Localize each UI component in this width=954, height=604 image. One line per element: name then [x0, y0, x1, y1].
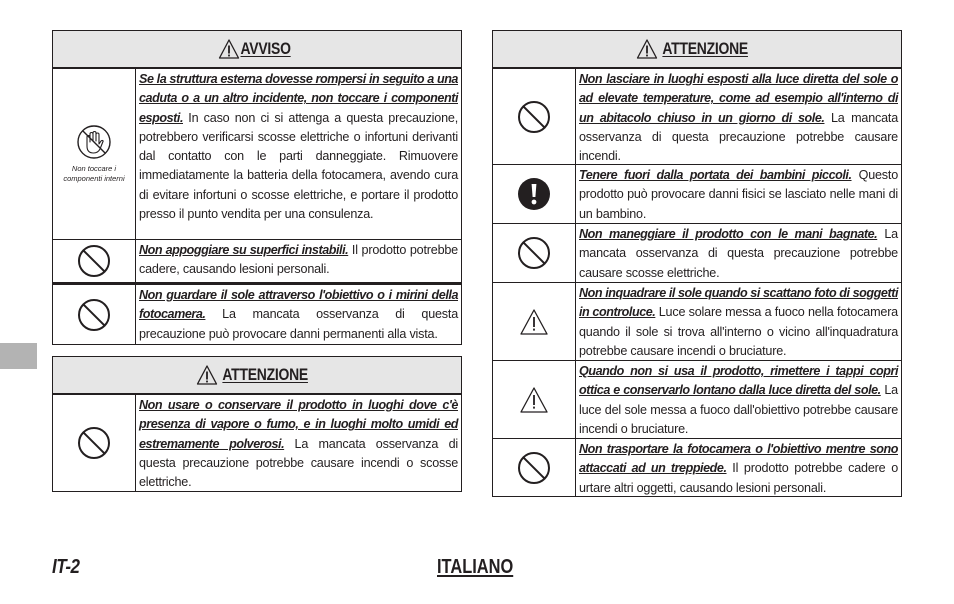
- avviso-header: [53, 31, 461, 68]
- no-touch-hand-icon: [76, 124, 112, 160]
- attenzione-right-row-5: [493, 360, 901, 438]
- attenzione-right-row-1-text: [576, 69, 901, 164]
- icon-caption: Non toccare i componenti interni: [63, 164, 125, 183]
- row-lead: Quando non si usa il prodotto, rimettere i tappi copri ottica e conservarlo lontano dalla luce diretta del sole.: [579, 364, 898, 398]
- caution-triangle-icon: [519, 386, 549, 414]
- left-column: [52, 30, 462, 492]
- row-lead: Non appoggiare su superfici instabili.: [139, 243, 349, 257]
- prohibited-icon: [77, 244, 111, 278]
- attenzione-title: ATTENZIONE: [662, 39, 749, 58]
- attenzione-header-right: [493, 31, 901, 68]
- section-tab-marker: [0, 343, 37, 369]
- row-body: In caso non ci si attenga a questa precauzione, potrebbero verificarsi scosse elettriche o infortuni derivanti dal contatto con le parti danneggiate. Rimuovere immediatamente la batteria della fotocamera, avendo cura di evitare infortuni o scosse elettriche, e portare il prodotto presso il punto vendita per una consulenza.: [139, 110, 458, 222]
- attenzione-header-left: [53, 357, 461, 394]
- row-body: Questo prodotto può provocare danni fisici se lasciato nelle mani di un bambino.: [579, 168, 899, 221]
- row-body: Il prodotto potrebbe cadere o urtare altri oggetti, causando lesioni personali.: [579, 461, 898, 495]
- avviso-row-2: [53, 239, 461, 282]
- page-number: IT-2: [52, 556, 80, 578]
- prohibited-icon: [517, 451, 551, 485]
- prohibited-icon: [77, 426, 111, 460]
- row-lead: Non lasciare in luoghi esposti alla luce diretta del sole o ad elevate temperature, come ad esempio all'interno di un abitacolo chiuso in un giorno di sole.: [579, 72, 898, 125]
- caution-triangle-icon: [519, 308, 549, 336]
- attenzione-box-right: [492, 30, 902, 497]
- attenzione-right-row-6-text: [576, 439, 901, 496]
- attenzione-title: ATTENZIONE: [222, 365, 309, 384]
- language-label: ITALIANO: [437, 556, 514, 578]
- row-lead: Non usare o conservare il prodotto in luoghi dove c'è presenza di vapore o fumo, e in luoghi molto umidi ed estremamente polverosi.: [139, 398, 458, 451]
- avviso-row-1-text: [136, 69, 461, 239]
- prohibited-icon: [517, 236, 551, 270]
- avviso-box: [52, 30, 462, 345]
- prohibited-icon: [77, 298, 111, 332]
- attenzione-right-row-2-text: [576, 165, 901, 223]
- row-body: La mancata osservanza di questa precauzione potrebbe causare incendi.: [579, 110, 899, 164]
- attenzione-left-row-1: [53, 394, 461, 491]
- row-body: La mancata osservanza di questa precauzione può provocare danni permanenti alla vista.: [139, 307, 458, 341]
- row-lead: Se la struttura esterna dovesse rompersi in seguito a una caduta o a un altro incidente, non toccare i componenti esposti.: [139, 72, 458, 125]
- attenzione-right-row-4-text: [576, 283, 901, 360]
- attenzione-right-row-4: [493, 282, 901, 360]
- attenzione-right-row-3-text: [576, 224, 901, 282]
- warning-triangle-icon: [636, 38, 658, 60]
- row-body: La luce del sole messa a fuoco dall'obiettivo potrebbe causare incendi o bruciature.: [579, 383, 898, 436]
- row-body: La mancata osservanza di questa precauzione potrebbe causare incendi o scosse elettriche.: [139, 436, 459, 490]
- attenzione-box-left: [52, 356, 462, 492]
- warning-triangle-icon: [218, 38, 240, 60]
- row-lead: Non inquadrare il sole quando si scattano foto di soggetti in controluce.: [579, 286, 898, 320]
- avviso-row-1: [53, 68, 461, 239]
- attenzione-right-row-5-text: [576, 361, 901, 438]
- row-lead: Tenere fuori dalla portata dei bambini piccoli.: [579, 168, 852, 182]
- row-body: Il prodotto potrebbe cadere, causando lesioni personali.: [139, 243, 458, 277]
- prohibited-icon: [517, 100, 551, 134]
- row-lead: Non trasportare la fotocamera o l'obiettivo mentre sono attaccati ad un treppiede.: [579, 442, 898, 476]
- attenzione-right-row-2: [493, 164, 901, 223]
- row-lead: Non guardare il sole attraverso l'obiettivo o i mirini della fotocamera.: [139, 288, 458, 322]
- row-lead: Non maneggiare il prodotto con le mani bagnate.: [579, 227, 878, 241]
- row-body: La mancata osservanza di questa precauzione potrebbe causare scosse elettriche.: [579, 227, 898, 280]
- right-column: [492, 30, 902, 497]
- attenzione-right-row-6: [493, 438, 901, 496]
- warning-triangle-icon: [196, 364, 218, 386]
- attenzione-left-row-1-text: [136, 395, 461, 491]
- attenzione-right-row-1: [493, 68, 901, 164]
- mandatory-exclamation-icon: [517, 177, 551, 211]
- row-body: Luce solare messa a fuoco nella fotocamera quando il sole si trova all'interno o vicino all'inquadratura potrebbe causare incendi o bruciature.: [579, 305, 898, 358]
- attenzione-right-row-3: [493, 223, 901, 282]
- avviso-row-3: [53, 282, 461, 344]
- avviso-title: AVVISO: [240, 39, 291, 58]
- avviso-row-2-text: [136, 240, 461, 282]
- avviso-row-3-text: [136, 285, 461, 344]
